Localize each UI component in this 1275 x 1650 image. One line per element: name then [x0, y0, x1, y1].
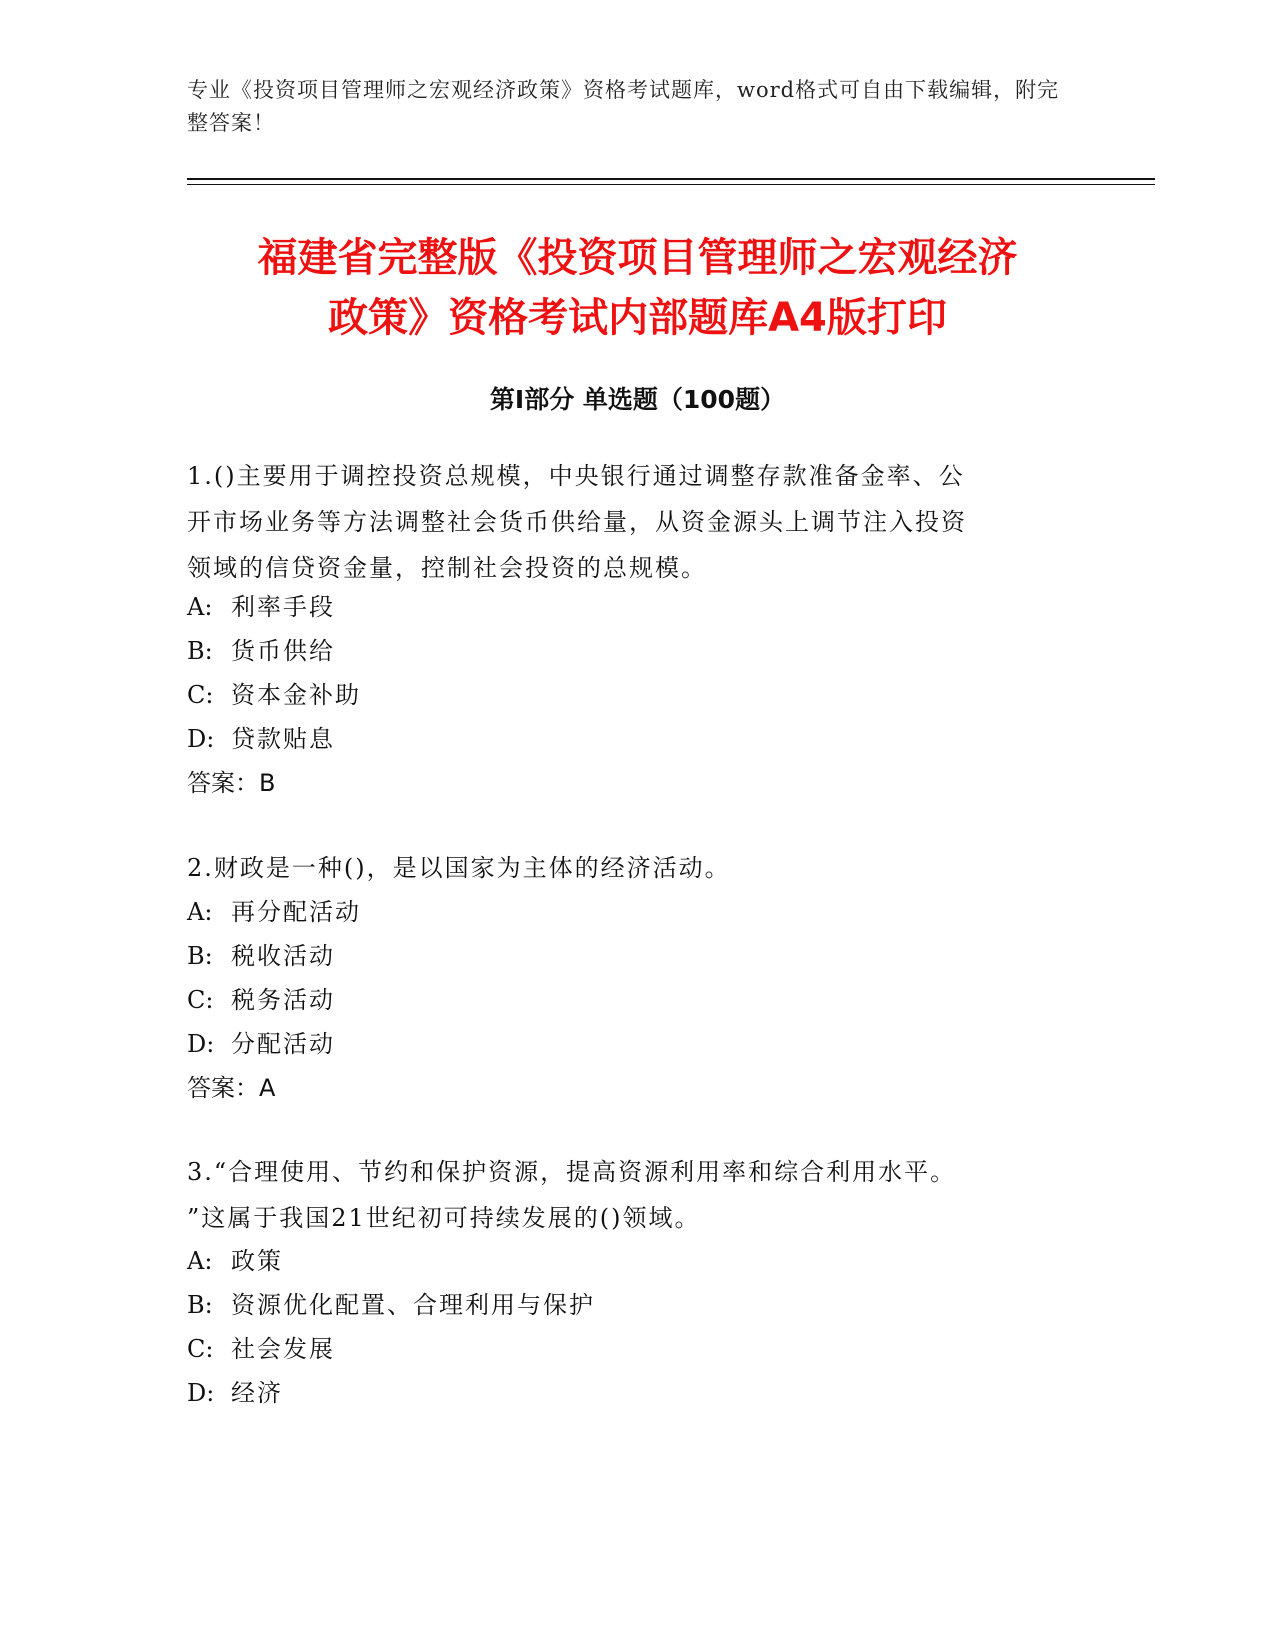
- section-title: 第I部分 单选题（100题）: [489, 385, 786, 414]
- document-title-line-2: 政策》资格考试内部题库A4版打印: [328, 295, 947, 341]
- question-2-option-b: B: 税收活动: [187, 942, 335, 970]
- question-1-stem: [187, 453, 1067, 591]
- question-2-option-d: D: 分配活动: [187, 1030, 335, 1058]
- question-2-option-a: A: 再分配活动: [187, 898, 361, 926]
- question-stem-line: 领域的信贷资金量，控制社会投资的总规模。: [187, 554, 707, 582]
- question-1-answer: 答案：B: [187, 769, 276, 797]
- question-3-stem: [187, 1149, 1067, 1241]
- question-1-option-d: D: 贷款贴息: [187, 725, 335, 753]
- question-1-option-c: C: 资本金补助: [187, 681, 361, 709]
- question-1-option-a: A: 利率手段: [187, 593, 335, 621]
- question-3-option-d: D: 经济: [187, 1379, 283, 1407]
- document-title-line-1: 福建省完整版《投资项目管理师之宏观经济: [257, 235, 1018, 281]
- header-rule-thick: [187, 178, 1155, 180]
- question-stem-line: 3.“合理使用、节约和保护资源，提高资源利用率和综合利用水平。: [187, 1158, 957, 1186]
- document-title: [150, 228, 1125, 348]
- header-rule-thin: [187, 184, 1155, 185]
- question-2-stem: [187, 845, 1067, 891]
- question-stem-line: 开市场业务等方法调整社会货币供给量，从资金源头上调节注入投资: [187, 508, 967, 536]
- header-note: 专业《投资项目管理师之宏观经济政策》资格考试题库，word格式可自由下载编辑，附完整答案！: [187, 78, 1060, 135]
- question-3-option-c: C: 社会发展: [187, 1335, 335, 1363]
- question-stem-line: ”这属于我国21世纪初可持续发展的()领域。: [187, 1204, 701, 1232]
- question-2-option-c: C: 税务活动: [187, 986, 335, 1014]
- question-2-answer: 答案：A: [187, 1074, 276, 1102]
- question-1-option-b: B: 货币供给: [187, 637, 335, 665]
- question-stem-line: 1.()主要用于调控投资总规模，中央银行通过调整存款准备金率、公: [187, 462, 965, 490]
- question-stem-line: 2.财政是一种()，是以国家为主体的经济活动。: [187, 854, 731, 882]
- question-3-option-a: A: 政策: [187, 1247, 283, 1275]
- question-3-option-b: B: 资源优化配置、合理利用与保护: [187, 1291, 595, 1319]
